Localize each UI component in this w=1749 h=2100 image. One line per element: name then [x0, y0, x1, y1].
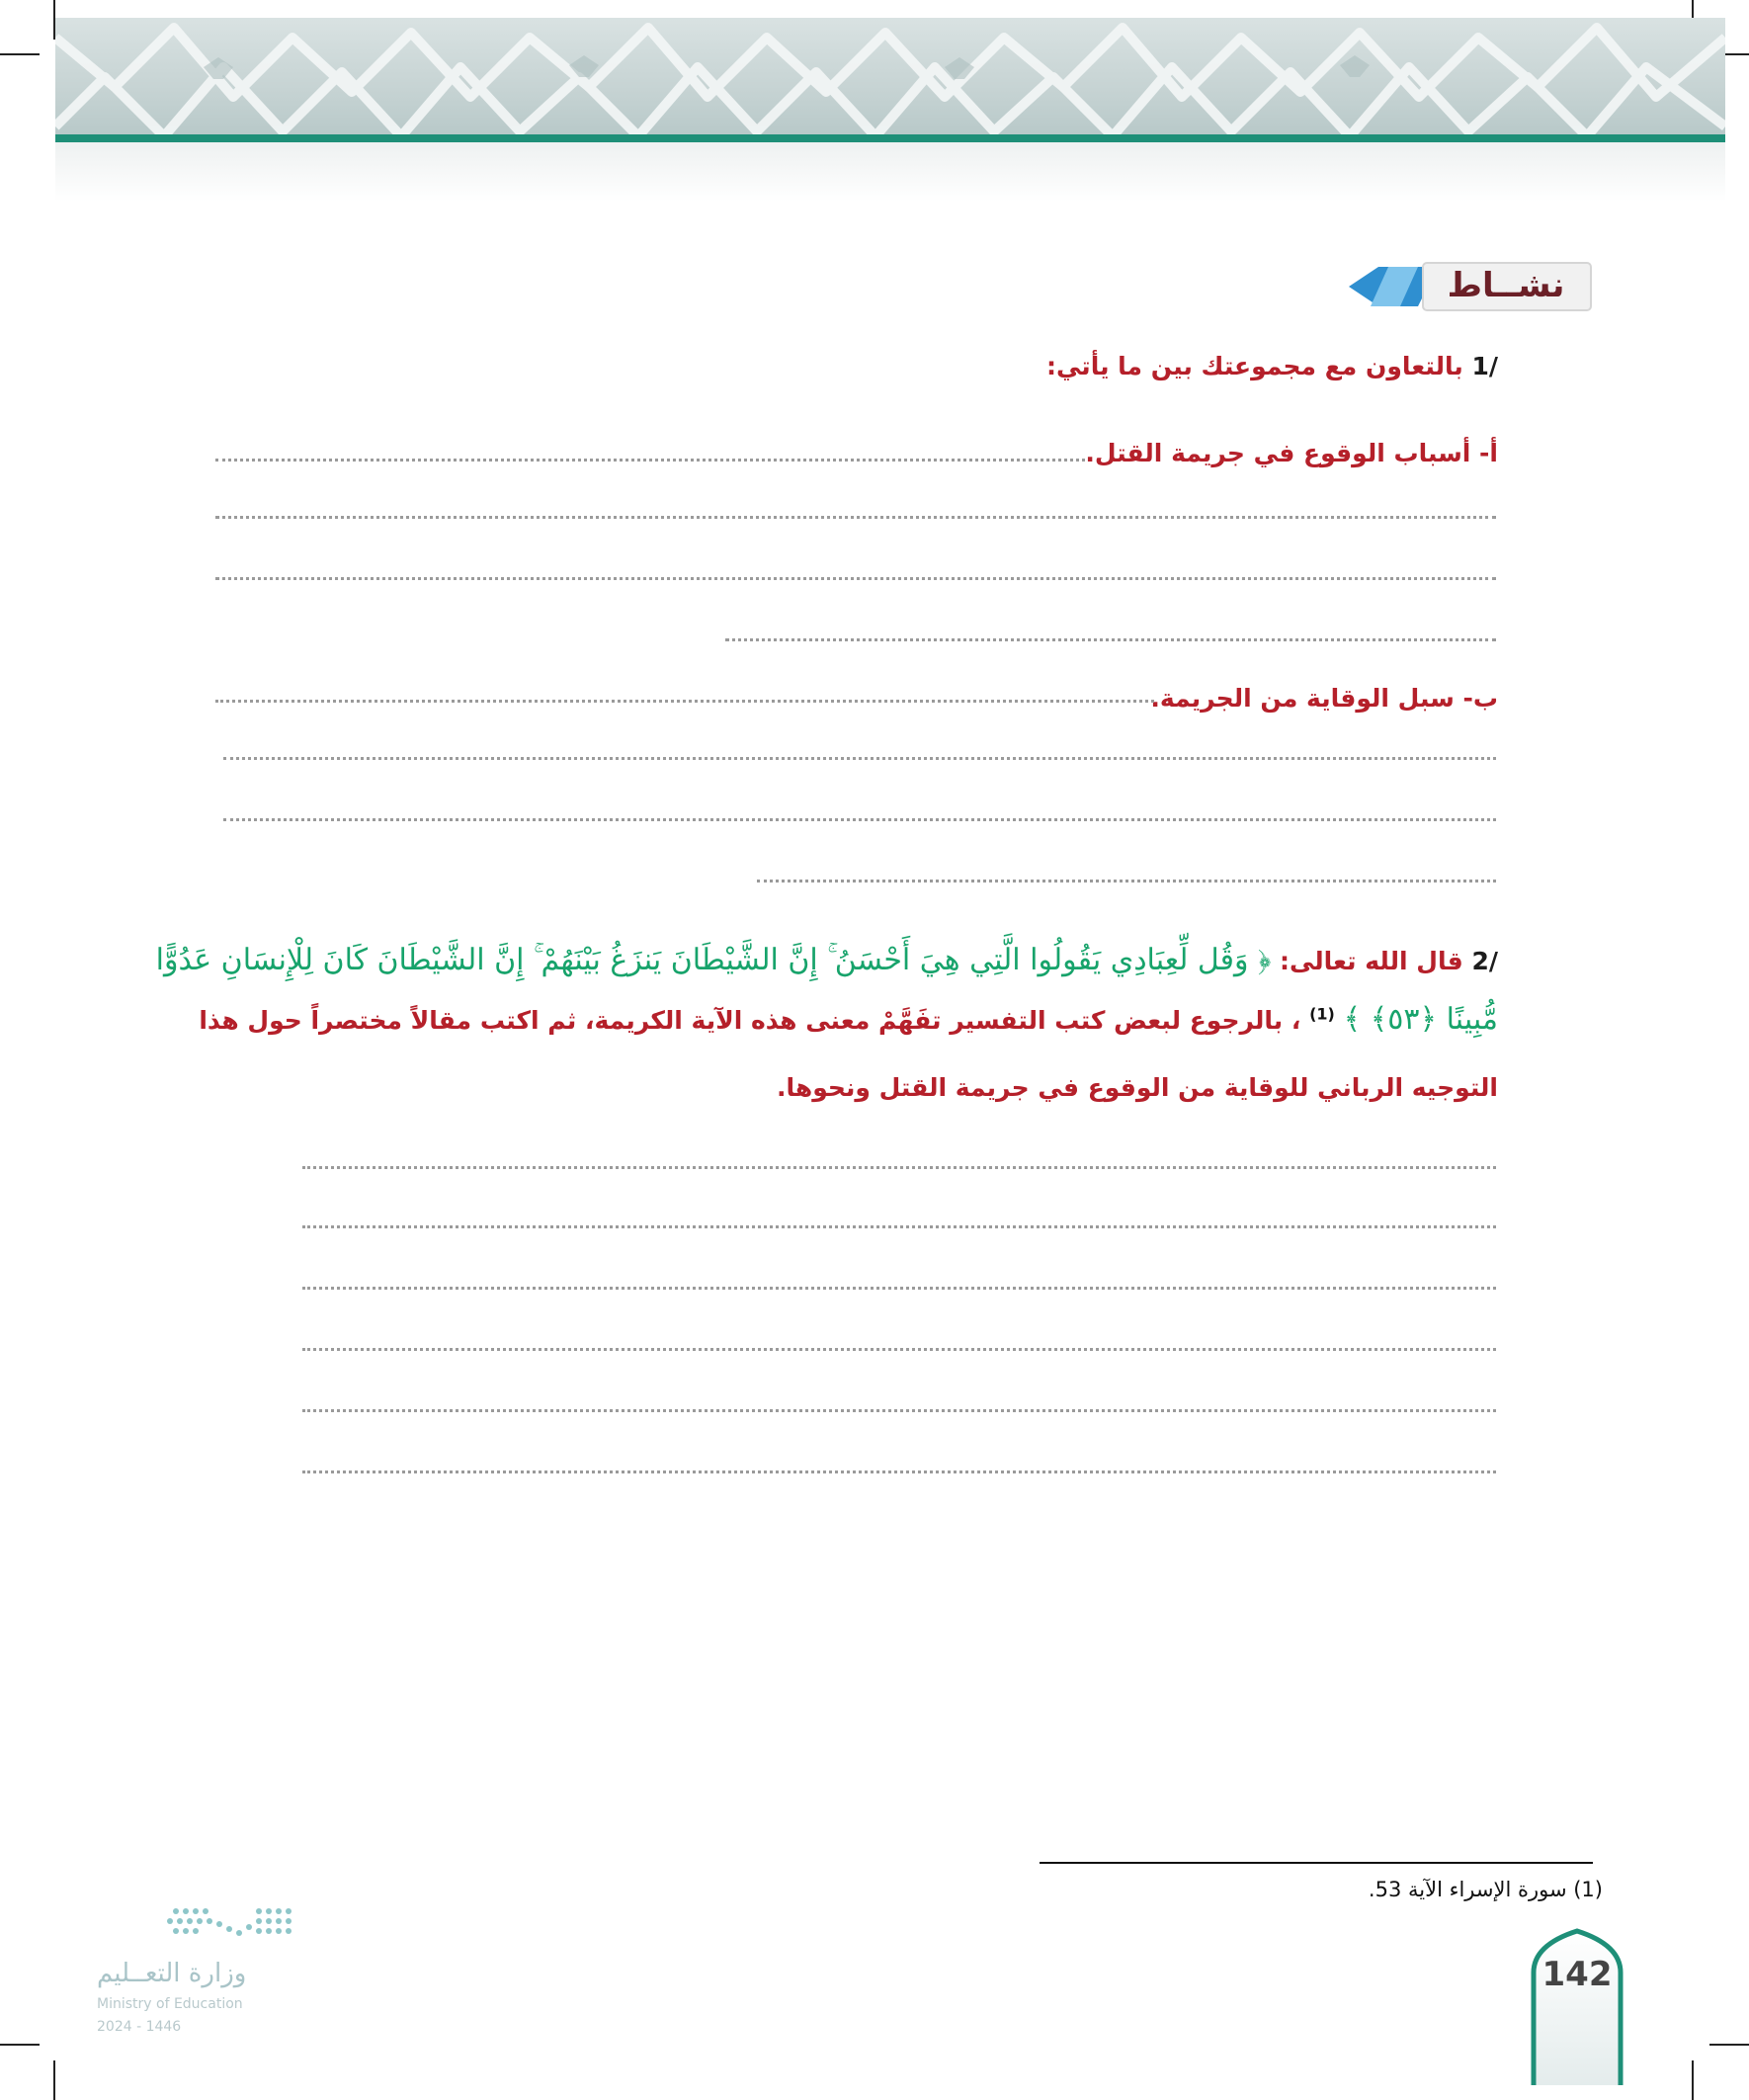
banner-shadow	[55, 142, 1725, 202]
answer-line[interactable]	[302, 1348, 1496, 1351]
footnote: (1) سورة الإسراء الآية 53.	[1368, 1878, 1603, 1901]
activity-title: نشــاط	[1447, 266, 1565, 305]
answer-line[interactable]	[302, 1409, 1496, 1412]
answer-line[interactable]	[223, 757, 1496, 760]
page-number: 142	[1541, 1955, 1613, 1994]
answer-line[interactable]	[302, 1225, 1496, 1228]
question-number: /2	[1471, 947, 1498, 975]
answer-line[interactable]	[223, 818, 1496, 821]
answer-line[interactable]	[302, 1470, 1496, 1473]
answer-line[interactable]	[215, 516, 1496, 519]
ministry-name-english: Ministry of Education	[97, 1996, 243, 2012]
banner-accent-bar	[55, 134, 1725, 142]
quran-verse-end: مُّبِينًا ﴿٥٣﴾ ﴾	[1343, 1002, 1498, 1037]
answer-line[interactable]	[215, 459, 1085, 462]
answer-line[interactable]	[215, 700, 1154, 703]
crop-mark	[53, 2060, 55, 2100]
geometric-pattern	[55, 18, 1725, 138]
crop-mark	[1709, 2044, 1749, 2046]
crop-mark	[0, 2044, 40, 2046]
question-prompt: بالتعاون مع مجموعتك بين ما يأتي:	[1046, 352, 1463, 380]
question-2-line-3: التوجيه الرباني للوقاية من الوقوع في جريمة القتل ونحوها.	[777, 1073, 1498, 1102]
header-banner	[55, 18, 1725, 138]
q1-part-b: ب- سبل الوقاية من الجريمة.	[1150, 684, 1498, 713]
ministry-year: 2024 - 1446	[97, 2019, 182, 2035]
answer-line[interactable]	[302, 1166, 1496, 1169]
question-2-line-2	[199, 1002, 1498, 1037]
answer-line[interactable]	[757, 880, 1496, 882]
answer-line[interactable]	[215, 577, 1496, 580]
ministry-name-arabic: وزارة التعــليم	[97, 1959, 247, 1988]
question-2-line-1	[156, 943, 1498, 977]
crop-mark	[0, 53, 40, 55]
q1-part-a: أ- أسباب الوقوع في جريمة القتل.	[1085, 439, 1498, 467]
question-number: /1	[1471, 352, 1498, 380]
quran-verse: ﴿ وَقُل لِّعِبَادِي يَقُولُوا الَّتِي هِيَ أَحْسَنُ ۚ إِنَّ الشَّيْطَانَ يَنزَغُ بَيْنَهُمْ ۚ إِنَّ الشَّيْطَانَ كَانَ لِلْإِنسَانِ عَدُوًّا	[155, 943, 1272, 977]
question-1	[1046, 352, 1498, 380]
answer-line[interactable]	[302, 1287, 1496, 1290]
page-number-badge	[1530, 1927, 1624, 2085]
crop-mark	[1692, 2060, 1694, 2100]
question-2-intro: قال الله تعالى:	[1279, 947, 1463, 975]
footnote-reference[interactable]: (1)	[1309, 1004, 1335, 1024]
footnote-divider	[1040, 1862, 1593, 1864]
answer-line[interactable]	[725, 638, 1496, 641]
question-2-text: ، بالرجوع لبعض كتب التفسير تفَهَّمْ معنى هذه الآية الكريمة، ثم اكتب مقالاً مختصراً حول هذا	[199, 1006, 1301, 1035]
